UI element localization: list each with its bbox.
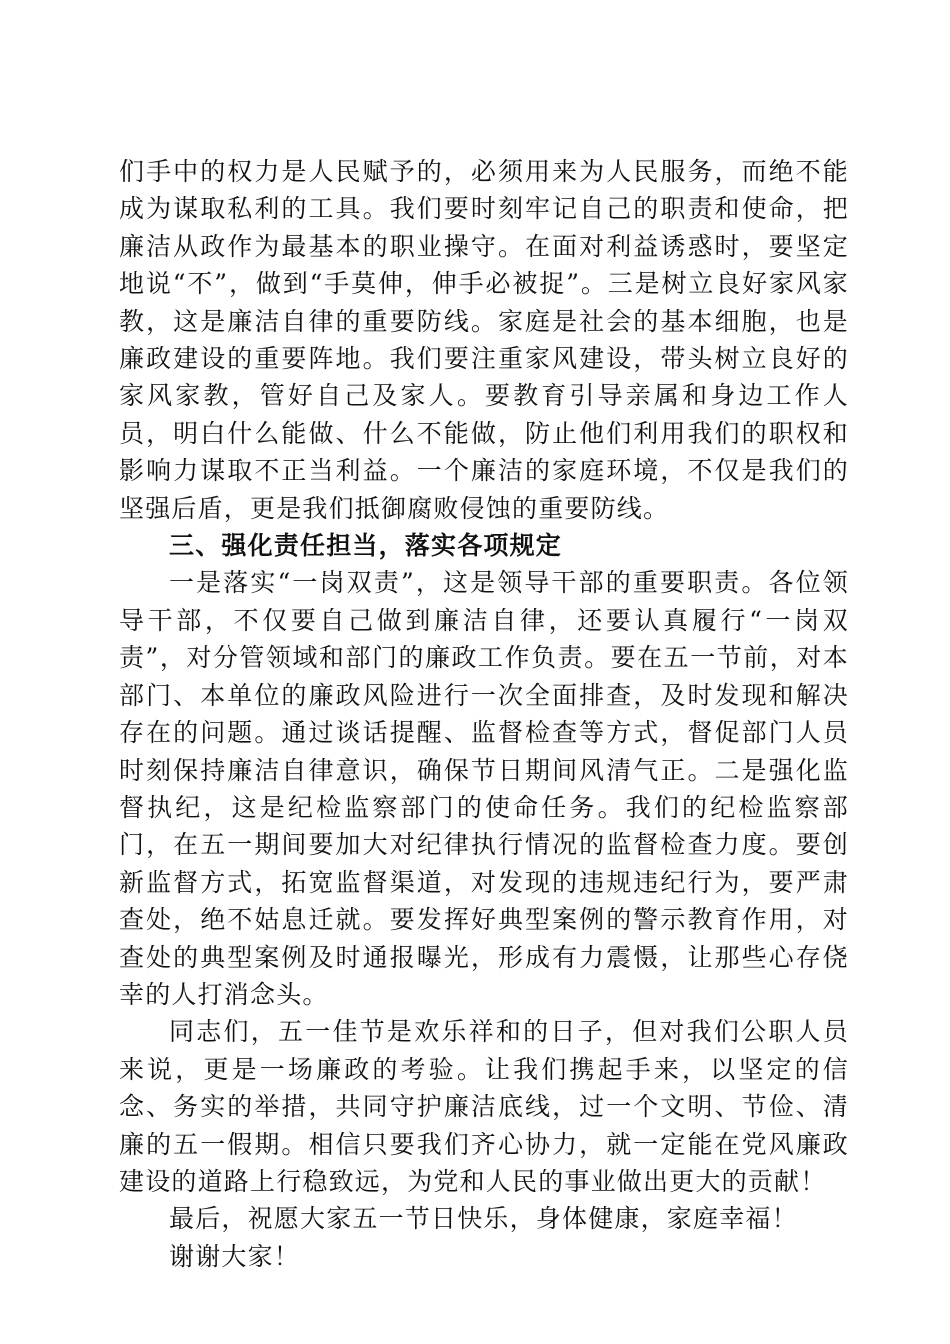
document-body — [119, 153, 849, 1275]
paragraph-wishes: 最后，祝愿大家五一节日快乐，身体健康，家庭幸福！ — [169, 1204, 798, 1234]
paragraph-closing: 同志们，五一佳节是欢乐祥和的日子，但对我们公职人员来说，更是一场廉政的考验。让我们携起手来，以坚定的信念、务实的举措，共同守护廉洁底线，过一个文明、节俭、清廉的五一假期。相信只要我们齐心协力，就一定能在党风廉政建设的道路上行稳致远，为党和人民的事业做出更大的贡献！ — [119, 1017, 849, 1196]
section-heading: 三、强化责任担当，落实各项规定 — [169, 531, 563, 561]
paragraph-continuation: 们手中的权力是人民赋予的，必须用来为人民服务，而绝不能成为谋取私利的工具。我们要时刻牢记自己的职责和使命，把廉洁从政作为最基本的职业操守。在面对利益诱惑时，要坚定地说“不”，做到“手莫伸，伸手必被捉”。三是树立良好家风家教，这是廉洁自律的重要防线。家庭是社会的基本细胞，也是廉政建设的重要阵地。我们要注重家风建设，带头树立良好的家风家教，管好自己及家人。要教育引导亲属和身边工作人员，明白什么能做、什么不能做，防止他们利用我们的职权和影响力谋取不正当利益。一个廉洁的家庭环境，不仅是我们的坚强后盾，更是我们抵御腐败侵蚀的重要防线。 — [119, 157, 849, 523]
paragraph-section-body: 一是落实“一岗双责”，这是领导干部的重要职责。各位领导干部，不仅要自己做到廉洁自律，还要认真履行“一岗双责”，对分管领域和部门的廉政工作负责。要在五一节前，对本部门、本单位的廉政风险进行一次全面排查，及时发现和解决存在的问题。通过谈话提醒、监督检查等方式，督促部门人员时刻保持廉洁自律意识，确保节日期间风清气正。二是强化监督执纪，这是纪检监察部门的使命任务。我们的纪检监察部门，在五一期间要加大对纪律执行情况的监督检查力度。要创新监督方式，拓宽监督渠道，对发现的违规违纪行为，要严肃查处，绝不姑息迁就。要发挥好典型案例的警示教育作用，对查处的典型案例及时通报曝光，形成有力震慑，让那些心存侥幸的人打消念头。 — [119, 568, 849, 1009]
paragraph-thanks: 谢谢大家！ — [169, 1241, 301, 1271]
